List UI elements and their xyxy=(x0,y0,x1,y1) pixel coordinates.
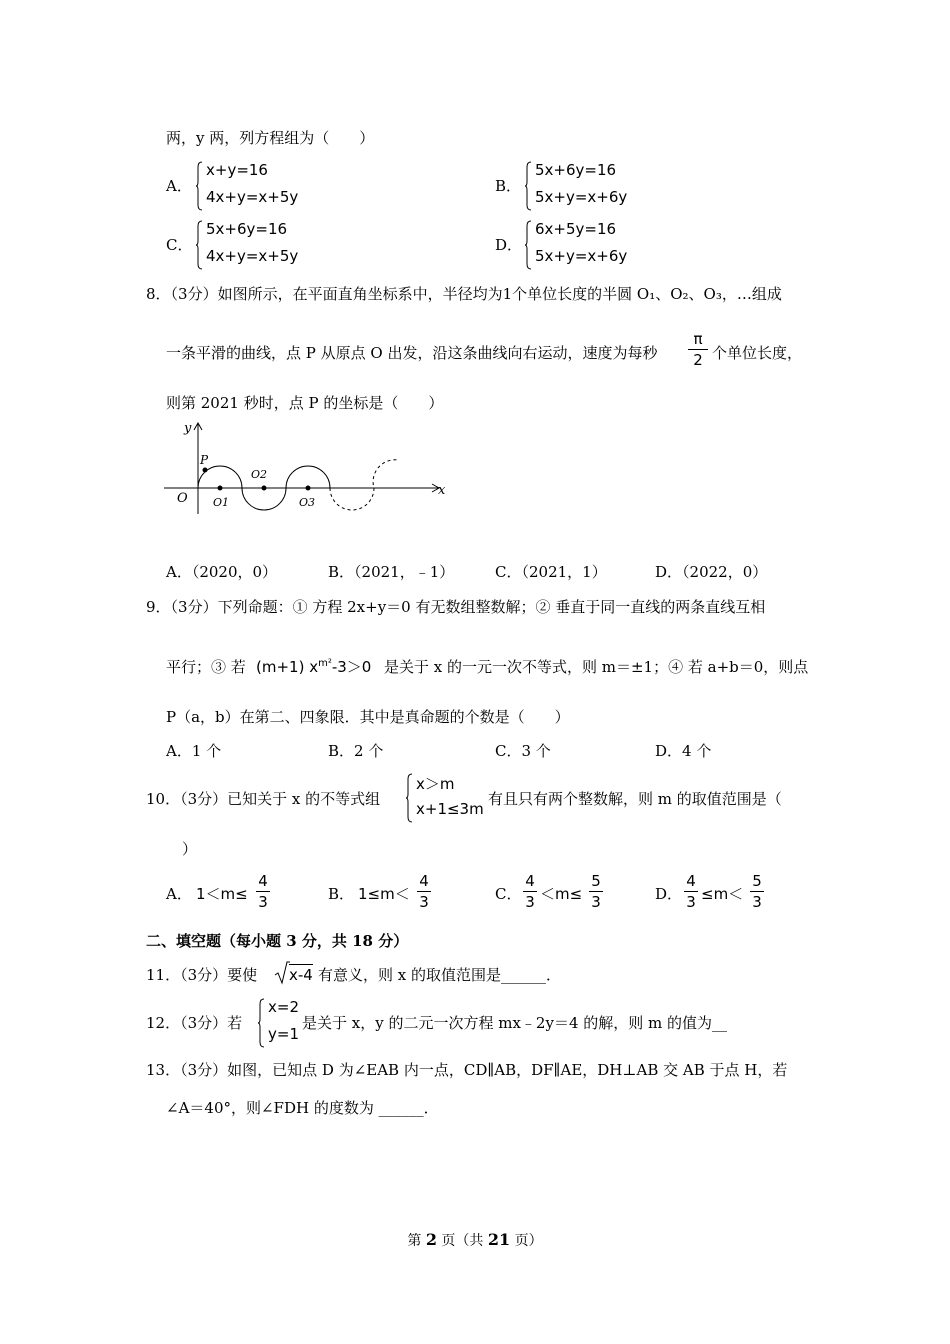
frac-den: 3 xyxy=(686,893,696,911)
q9-option-b: B．2 个 xyxy=(328,742,384,760)
q10-option-d-left-frac xyxy=(684,872,698,911)
frac-den: 3 xyxy=(752,893,762,911)
center-o1-dot xyxy=(218,486,223,491)
q10-option-d-mid: ≤m＜ xyxy=(701,885,744,903)
q9-line1: 9．（3分）下列命题：① 方程 2x+y＝0 有无数组整数解；② 垂直于同一直线的两条直线互相 xyxy=(146,598,766,616)
frac-den: 3 xyxy=(591,893,601,911)
x-axis xyxy=(164,484,439,492)
q7-c-eq2: 4x+y=x+5y xyxy=(206,247,299,265)
frac-num: 5 xyxy=(591,872,601,890)
q7-d-eq1: 6x+5y=16 xyxy=(535,220,617,238)
brace-icon xyxy=(525,220,531,270)
fig-point-label: P xyxy=(200,453,209,467)
q9-option-d: D．4 个 xyxy=(655,742,712,760)
q10-line2: ） xyxy=(182,840,198,858)
q9-ineq-exp: m² xyxy=(318,658,332,669)
q12-system xyxy=(258,998,304,1048)
q7-b-eq1: 5x+6y=16 xyxy=(535,161,617,179)
brace-icon xyxy=(406,773,412,823)
q13-line1: 13．（3分）如图，已知点 D 为∠EAB 内一点，CD∥AB，DF∥AE，DH⊥AB 交 AB 于点 H，若 xyxy=(146,1061,788,1079)
footer-total-pages: 21 xyxy=(487,1230,511,1249)
point-p-dot xyxy=(203,468,208,473)
center-o2-dot xyxy=(262,486,267,491)
fraction-bar xyxy=(684,891,698,892)
footer-page-number: 2 xyxy=(425,1230,437,1249)
q10-option-a-left: 1＜m≤ xyxy=(196,885,248,903)
brace-icon xyxy=(196,220,202,270)
frac-den: 3 xyxy=(419,893,429,911)
footer-post: 页） xyxy=(510,1233,543,1249)
frac-num: 5 xyxy=(752,872,762,890)
q8-option-d: D．（2022，0） xyxy=(655,563,768,581)
footer-pre: 第 xyxy=(407,1233,426,1249)
fig-o2-label: O2 xyxy=(251,468,268,481)
q12-eq1: x=2 xyxy=(268,998,299,1016)
q7-option-c-system xyxy=(196,220,316,270)
frac-num: 4 xyxy=(419,872,429,890)
page-footer xyxy=(0,1230,950,1250)
q10-option-b-label: B． xyxy=(328,885,355,903)
q10-line1b: 有且只有两个整数解，则 m 的取值范围是（ xyxy=(488,790,782,808)
q12-post: 是关于 x，y 的二元一次方程 mx﹣2y＝4 的解，则 m 的值为__ xyxy=(302,1014,728,1032)
q10-option-c-right-frac xyxy=(589,872,603,911)
frac-num: 4 xyxy=(686,872,696,890)
frac-num: 4 xyxy=(525,872,535,890)
q8-figure xyxy=(160,418,450,518)
fraction-bar xyxy=(523,891,537,892)
fig-o1-label: O1 xyxy=(213,496,230,509)
fraction-bar xyxy=(256,891,270,892)
q10-option-b-left: 1≤m＜ xyxy=(358,885,410,903)
q9-ineq-tail: -3＞0 xyxy=(331,658,372,676)
dashed-curve xyxy=(330,460,398,510)
frac-den: 3 xyxy=(525,893,535,911)
q9-line3: P（a，b）在第二、四象限．其中是真命题的个数是（ ） xyxy=(166,708,570,726)
q10-option-c-label: C． xyxy=(495,885,522,903)
q8-option-c: C．（2021，1） xyxy=(495,563,607,581)
q12-eq2: y=1 xyxy=(268,1025,299,1043)
q7-a-eq1: x+y=16 xyxy=(206,161,268,179)
fig-x-label: x xyxy=(438,483,446,498)
q7-option-b-label: B． xyxy=(495,177,522,195)
center-o3-dot xyxy=(306,486,311,491)
q7-b-eq2: 5x+y=x+6y xyxy=(535,188,628,206)
brace-icon xyxy=(196,161,202,211)
q9-option-a: A．1 个 xyxy=(166,742,222,760)
q9-line2a: 平行；③ 若 xyxy=(166,658,246,676)
radical-sign-icon xyxy=(274,961,290,985)
fraction-bar xyxy=(688,349,708,350)
q7-option-a-system xyxy=(196,161,316,211)
q9-line2b: 是关于 x 的一元一次不等式，则 m＝±1；④ 若 a+b＝0，则点 xyxy=(384,658,809,676)
brace-icon xyxy=(258,998,264,1048)
brace-icon xyxy=(525,161,531,211)
q8-option-a: A．（2020，0） xyxy=(166,563,278,581)
q8-line2b: 个单位长度， xyxy=(712,344,803,362)
q10-eq1: x＞m xyxy=(416,775,455,793)
q10-option-a-label: A． xyxy=(166,885,192,903)
q7-stem-tail: 两，y 两，列方程组为（ ） xyxy=(166,129,375,147)
q10-line1a: 10．（3分）已知关于 x 的不等式组 xyxy=(146,790,381,808)
q11-post: 有意义，则 x 的取值范围是______． xyxy=(318,966,561,984)
q8-frac-den: 2 xyxy=(693,351,703,369)
q7-d-eq2: 5x+y=x+6y xyxy=(535,247,628,265)
q8-line1: 8．（3分）如图所示，在平面直角坐标系中，半径均为1个单位长度的半圆 O₁、O₂、O₃，…组成 xyxy=(146,285,782,303)
q10-eq2: x+1≤3m xyxy=(416,800,484,818)
q8-option-b: B．（2021，﹣1） xyxy=(328,563,455,581)
q7-option-b-system xyxy=(525,161,645,211)
q10-option-a-frac xyxy=(256,872,270,911)
fraction-bar xyxy=(417,891,431,892)
q13-line2: ∠A＝40°，则∠FDH 的度数为 ______． xyxy=(166,1099,439,1117)
q10-system xyxy=(406,773,490,823)
q10-option-d-label: D． xyxy=(655,885,683,903)
footer-mid: 页（共 xyxy=(436,1233,488,1249)
q7-a-eq2: 4x+y=x+5y xyxy=(206,188,299,206)
section2-title: 二、填空题（每小题 3 分，共 18 分） xyxy=(146,932,409,950)
q9-ineq-base: (m+1) x xyxy=(256,658,319,676)
q10-option-c-left-frac xyxy=(523,872,537,911)
fig-o3-label: O3 xyxy=(299,496,316,509)
q8-frac-num: π xyxy=(693,330,703,348)
q7-c-eq1: 5x+6y=16 xyxy=(206,220,288,238)
q7-option-c-label: C． xyxy=(166,236,193,254)
q12-pre: 12．（3分）若 xyxy=(146,1014,243,1032)
q11-pre: 11．（3分）要使 xyxy=(146,966,258,984)
q10-option-c-mid: ＜m≤ xyxy=(540,885,583,903)
q9-option-c: C．3 个 xyxy=(495,742,551,760)
q9-inequality xyxy=(256,656,371,677)
q7-option-a-label: A． xyxy=(166,177,192,195)
fraction-bar xyxy=(589,891,603,892)
fraction-bar xyxy=(750,891,764,892)
q8-speed-fraction xyxy=(688,330,708,369)
q11-radicand: x-4 xyxy=(289,966,313,984)
fig-origin-label: O xyxy=(177,491,188,506)
q8-line2a: 一条平滑的曲线，点 P 从原点 O 出发，沿这条曲线向右运动，速度为每秒 xyxy=(166,344,658,362)
q8-line3: 则第 2021 秒时，点 P 的坐标是（ ） xyxy=(166,394,444,412)
fig-y-label: y xyxy=(184,421,192,436)
q7-option-d-system xyxy=(525,220,645,270)
q7-option-d-label: D． xyxy=(495,236,523,254)
frac-num: 4 xyxy=(258,872,268,890)
q10-option-d-right-frac xyxy=(750,872,764,911)
y-axis xyxy=(194,423,202,514)
frac-den: 3 xyxy=(258,893,268,911)
q10-option-b-frac xyxy=(417,872,431,911)
